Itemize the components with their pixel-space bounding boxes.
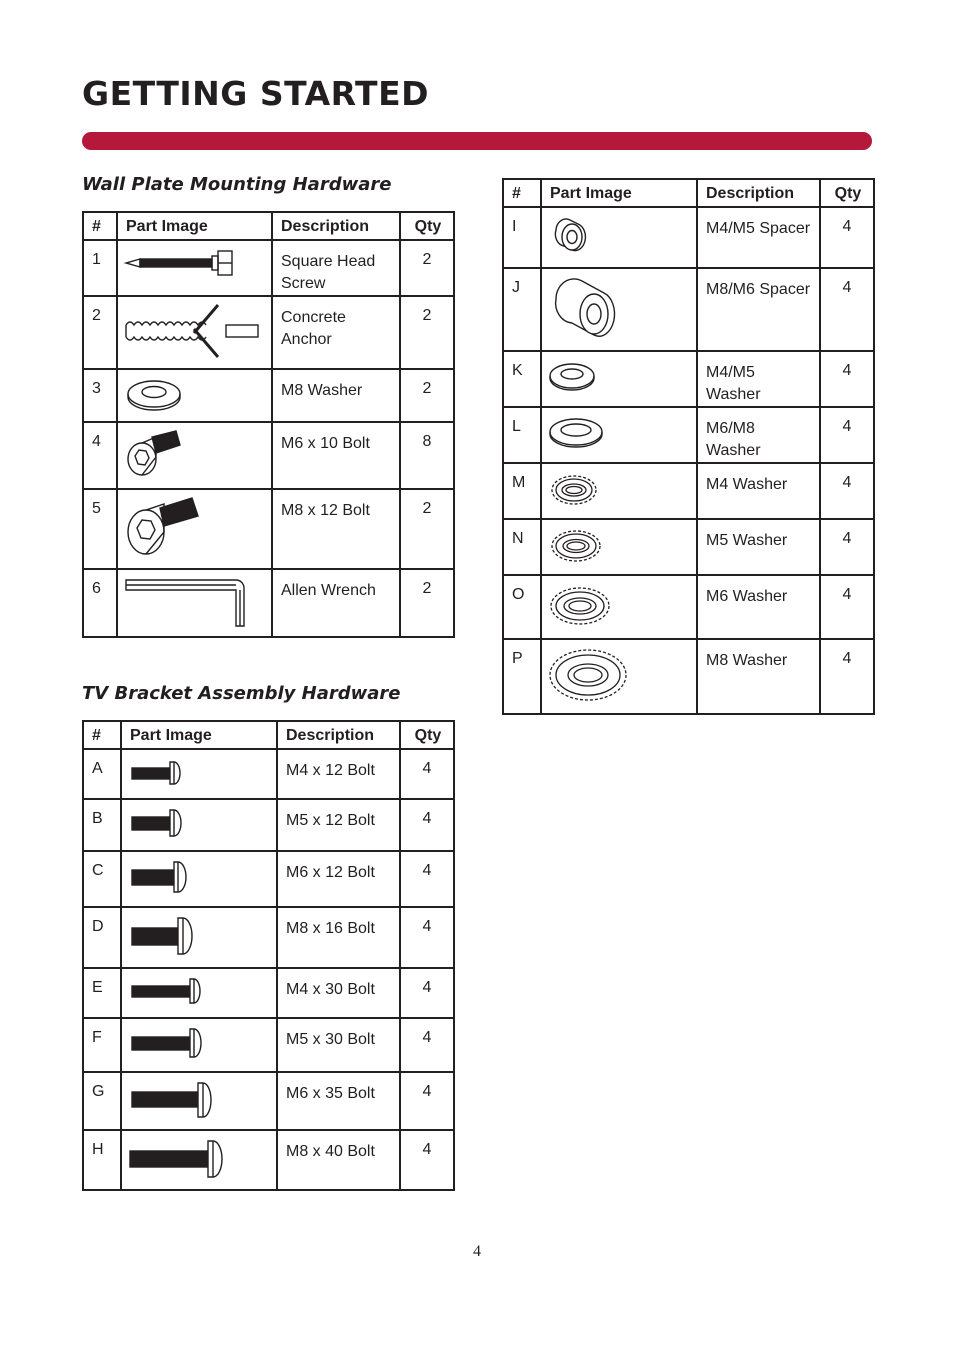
part-qty: 4 xyxy=(820,463,874,519)
part-qty: 2 xyxy=(400,296,454,369)
column-header-qty: Qty xyxy=(400,721,454,749)
part-description: M8/M6 Spacer xyxy=(697,268,820,351)
part-number: H xyxy=(83,1130,121,1190)
pan-head-bolt-icon xyxy=(122,750,272,794)
flat-washer-icon xyxy=(542,408,692,455)
pan-head-bolt-icon xyxy=(122,908,272,963)
table-header-row xyxy=(503,179,874,207)
part-image-cell xyxy=(541,639,697,714)
spacer-icon xyxy=(542,208,692,263)
table-row xyxy=(83,907,454,968)
part-image-cell xyxy=(541,463,697,519)
column-header-qty: Qty xyxy=(400,212,454,240)
part-number: N xyxy=(503,519,541,575)
part-qty: 4 xyxy=(820,519,874,575)
part-number: E xyxy=(83,968,121,1018)
table-header-row xyxy=(83,721,454,749)
column-header-number: # xyxy=(83,212,117,240)
part-number: C xyxy=(83,851,121,907)
part-image-cell xyxy=(121,907,277,968)
part-description: M6 x 10 Bolt xyxy=(272,422,400,489)
table-row xyxy=(503,463,874,519)
part-description: M8 x 12 Bolt xyxy=(272,489,400,569)
table-row xyxy=(83,799,454,851)
part-image-cell xyxy=(121,1130,277,1190)
flat-washer-icon xyxy=(542,352,692,400)
part-qty: 4 xyxy=(400,1072,454,1130)
part-qty: 4 xyxy=(400,968,454,1018)
wall-plate-section-title: Wall Plate Mounting Hardware xyxy=(82,174,392,195)
socket-bolt-icon xyxy=(118,423,268,483)
part-qty: 4 xyxy=(400,1130,454,1190)
part-description: M6/M8 Washer xyxy=(697,407,820,463)
part-description: M6 x 12 Bolt xyxy=(277,851,400,907)
wall-plate-hardware-table xyxy=(82,211,455,638)
part-image-cell xyxy=(541,351,697,407)
column-header-description: Description xyxy=(277,721,400,749)
part-number: L xyxy=(503,407,541,463)
part-image-cell xyxy=(121,851,277,907)
table-row xyxy=(83,296,454,369)
table-row xyxy=(503,519,874,575)
part-description: Square Head Screw xyxy=(272,240,400,296)
table-row xyxy=(83,968,454,1018)
part-description: M8 x 16 Bolt xyxy=(277,907,400,968)
tv-bracket-hardware-table xyxy=(82,720,455,1191)
part-description: M4 x 12 Bolt xyxy=(277,749,400,799)
part-description: M5 x 12 Bolt xyxy=(277,799,400,851)
column-header-part-image: Part Image xyxy=(117,212,272,240)
page-number: 4 xyxy=(473,1243,481,1260)
part-image-cell xyxy=(121,749,277,799)
part-description: M6 x 35 Bolt xyxy=(277,1072,400,1130)
part-number: F xyxy=(83,1018,121,1072)
part-number: 5 xyxy=(83,489,117,569)
part-image-cell xyxy=(541,268,697,351)
part-number: M xyxy=(503,463,541,519)
part-qty: 2 xyxy=(400,569,454,637)
part-image-cell xyxy=(117,296,272,369)
part-qty: 4 xyxy=(820,207,874,268)
part-image-cell xyxy=(121,799,277,851)
lock-washer-icon xyxy=(542,640,692,709)
part-image-cell xyxy=(121,1018,277,1072)
part-number: P xyxy=(503,639,541,714)
page-title: GETTING STARTED xyxy=(82,74,430,113)
allen-wrench-icon xyxy=(118,570,268,632)
concrete-anchor-icon xyxy=(118,297,268,363)
part-number: 3 xyxy=(83,369,117,422)
pan-head-bolt-icon xyxy=(122,1131,272,1185)
part-image-cell xyxy=(541,407,697,463)
socket-bolt-icon xyxy=(118,490,268,564)
table-row xyxy=(83,422,454,489)
table-row xyxy=(83,749,454,799)
pan-head-bolt-icon xyxy=(122,1073,272,1125)
table-row xyxy=(503,207,874,268)
part-qty: 4 xyxy=(400,907,454,968)
part-qty: 4 xyxy=(400,1018,454,1072)
part-number: 2 xyxy=(83,296,117,369)
part-description: M8 Washer xyxy=(697,639,820,714)
part-qty: 4 xyxy=(820,268,874,351)
pan-head-bolt-icon xyxy=(122,1019,272,1067)
lock-washer-icon xyxy=(542,520,692,570)
part-qty: 4 xyxy=(820,639,874,714)
part-description: Allen Wrench xyxy=(272,569,400,637)
lock-washer-icon xyxy=(542,576,692,634)
part-image-cell xyxy=(117,240,272,296)
part-number: D xyxy=(83,907,121,968)
column-header-number: # xyxy=(503,179,541,207)
part-image-cell xyxy=(541,575,697,639)
part-image-cell xyxy=(117,422,272,489)
part-image-cell xyxy=(121,968,277,1018)
square-head-screw-icon xyxy=(118,241,268,287)
table-row xyxy=(83,851,454,907)
column-header-number: # xyxy=(83,721,121,749)
part-description: M5 Washer xyxy=(697,519,820,575)
tv-bracket-section-title: TV Bracket Assembly Hardware xyxy=(82,683,401,704)
table-row xyxy=(83,1018,454,1072)
pan-head-bolt-icon xyxy=(122,969,272,1013)
part-description: M4 x 30 Bolt xyxy=(277,968,400,1018)
part-number: O xyxy=(503,575,541,639)
part-number: K xyxy=(503,351,541,407)
flat-washer-icon xyxy=(118,370,268,416)
part-description: M8 Washer xyxy=(272,369,400,422)
part-description: M4/M5 Spacer xyxy=(697,207,820,268)
part-number: B xyxy=(83,799,121,851)
table-row xyxy=(503,639,874,714)
part-description: M6 Washer xyxy=(697,575,820,639)
part-qty: 4 xyxy=(820,575,874,639)
column-header-description: Description xyxy=(697,179,820,207)
part-description: M8 x 40 Bolt xyxy=(277,1130,400,1190)
table-row xyxy=(503,575,874,639)
spacer-icon xyxy=(542,269,692,346)
part-description: M4 Washer xyxy=(697,463,820,519)
table-row xyxy=(83,1072,454,1130)
title-accent-bar xyxy=(82,132,872,150)
part-qty: 4 xyxy=(400,851,454,907)
part-image-cell xyxy=(117,369,272,422)
column-header-part-image: Part Image xyxy=(541,179,697,207)
part-qty: 2 xyxy=(400,240,454,296)
pan-head-bolt-icon xyxy=(122,800,272,846)
lock-washer-icon xyxy=(542,464,692,514)
column-header-qty: Qty xyxy=(820,179,874,207)
table-row xyxy=(83,569,454,637)
part-qty: 4 xyxy=(400,799,454,851)
part-description: M4/M5 Washer xyxy=(697,351,820,407)
part-number: J xyxy=(503,268,541,351)
column-header-part-image: Part Image xyxy=(121,721,277,749)
part-qty: 4 xyxy=(400,749,454,799)
spacers-washers-table xyxy=(502,178,875,715)
part-number: G xyxy=(83,1072,121,1130)
part-qty: 2 xyxy=(400,369,454,422)
table-row xyxy=(503,407,874,463)
table-header-row xyxy=(83,212,454,240)
pan-head-bolt-icon xyxy=(122,852,272,902)
part-qty: 8 xyxy=(400,422,454,489)
part-number: I xyxy=(503,207,541,268)
part-number: 4 xyxy=(83,422,117,489)
table-row xyxy=(83,489,454,569)
part-image-cell xyxy=(117,489,272,569)
table-row xyxy=(503,351,874,407)
part-image-cell xyxy=(117,569,272,637)
part-number: 6 xyxy=(83,569,117,637)
part-image-cell xyxy=(121,1072,277,1130)
table-row xyxy=(83,240,454,296)
part-number: 1 xyxy=(83,240,117,296)
table-row xyxy=(503,268,874,351)
column-header-description: Description xyxy=(272,212,400,240)
part-qty: 2 xyxy=(400,489,454,569)
part-qty: 4 xyxy=(820,351,874,407)
part-number: A xyxy=(83,749,121,799)
part-qty: 4 xyxy=(820,407,874,463)
part-description: M5 x 30 Bolt xyxy=(277,1018,400,1072)
part-image-cell xyxy=(541,207,697,268)
part-description: Concrete Anchor xyxy=(272,296,400,369)
part-image-cell xyxy=(541,519,697,575)
table-row xyxy=(83,369,454,422)
table-row xyxy=(83,1130,454,1190)
